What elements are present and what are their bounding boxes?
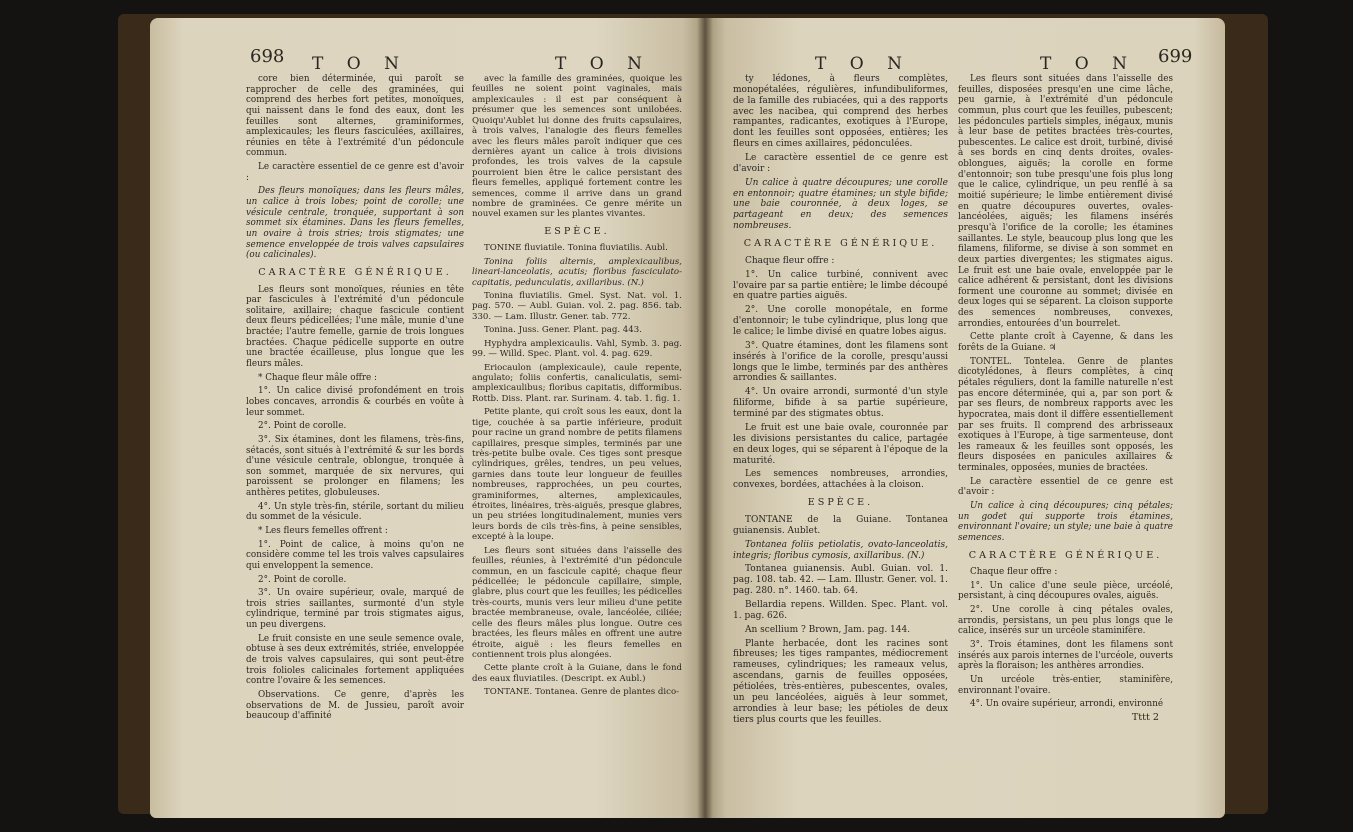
paragraph: 1°. Un calice turbiné, connivent avec l'ovaire par sa partie entière; le limbe découpé en quatre parties aiguës. (733, 269, 948, 302)
section-heading: CARACTÈRE GÉNÉRIQUE. (743, 238, 938, 250)
paragraph: 4°. Un ovaire arrondi, surmonté d'un style filiforme, bifide à sa partie supérieure, terminé par des stigmates obtus. (733, 387, 948, 420)
paragraph: Des fleurs monoïques; dans les fleurs mâles, un calice à trois lobes; point de corolle; une vésicule centrale, tronquée, supportant à son sommet six étamines. Dans les fleurs femelles, un ovaire à trois stries; trois stigmates; une semence enveloppée de trois valves capsulaires (ou calicinales). (246, 186, 464, 261)
paragraph: Hyphydra amplexicaulis. Vahl, Symb. 3. pag. 99. — Willd. Spec. Plant. vol. 4. pag. 629. (472, 338, 682, 360)
paragraph: 2°. Point de corolle. (258, 421, 347, 432)
paragraph: Chaque fleur offre : (745, 255, 835, 266)
paragraph: Les fleurs sont situées dans l'aisselle des feuilles, réunies, à l'extrémité d'un pédoncule commun, en un fascicule capité; chaque fleur pédicellée; le pédoncule capillaire, simple, glabre, plus court que les feuilles; les pédicelles très-courts, munis vers leur milieu d'une petite bractée membraneuse, ovale, lancéolée, ciliée; celle des fleurs mâles plus longue. Outre ces bractées, les fleurs mâles en offrent une autre étroite, aiguë : les fleurs femelles en contiennent trois plus alongées. (472, 545, 682, 660)
left-page-number: 698 (250, 46, 285, 67)
left-running-head-a: T O N (312, 54, 408, 74)
paragraph: 3°. Quatre étamines, dont les filamens sont insérés à l'orifice de la corolle, presqu'aussi longs que le limbe, terminés par des anthères arrondies & saillantes. (733, 340, 948, 384)
paragraph: TONINE fluviatile. Tonina fluviatilis. Aubl. (484, 243, 668, 254)
paragraph: 1°. Un calice d'une seule pièce, urcéolé, persistant, à cinq découpures ovales, aiguës. (958, 580, 1173, 602)
paragraph: Tonina. Juss. Gener. Plant. pag. 443. (484, 325, 642, 336)
paragraph: Un calice à cinq découpures; cinq pétales; un godet qui supporte trois étamines, environnant l'ovaire; un style; une baie à quatre semences. (958, 500, 1173, 543)
right-column-1 (733, 74, 948, 734)
paragraph: Observations. Ce genre, d'après les observations de M. de Jussieu, paroît avoir beaucoup d'affinité (246, 689, 464, 722)
paragraph: 1°. Un calice divisé profondément en trois lobes concaves, arrondis & courbés en voûte à leur sommet. (246, 386, 464, 418)
paragraph: 2°. Une corolle à cinq pétales ovales, arrondis, persistans, un peu plus longs que le calice, insérés sur un urcéole staminifère. (958, 605, 1173, 637)
paragraph: core bien déterminée, qui paroît se rapprocher de celle des graminées, qui comprend des herbes fort petites, monoïques, qui naissent dans le fond des eaux, dont les feuilles sont alternes, graminiformes, amplexicaules; les fleurs fasciculées, axillaires, réunies en tête à l'extrémité d'un pédoncule commun. (246, 74, 464, 159)
section-heading: ESPÈCE. (544, 225, 610, 237)
paragraph: Petite plante, qui croît sous les eaux, dont la tige, couchée à sa partie inférieure, produit pour racine un grand nombre de petits filamens capillaires, presque simples, terminés par une très-petite bulbe ovale. Ces tiges sont presque cylindriques, grêles, tendres, un peu velues, garnies dans toute leur longueur de feuilles nombreuses, rapprochées, un peu courtes, graminiformes, alternes, amplexicaules, étroites, linéaires, très-aiguës, presque glabres, un peu striées longitudinalement, munies vers leurs bords de cils très-fins, à peine sensibles, excepté à la loupe. (472, 407, 682, 543)
paragraph: An scellium ? Brown, Jam. pag. 144. (745, 624, 911, 635)
paragraph: 2°. Une corolle monopétale, en forme d'entonnoir; le tube cylindrique, plus long que le calice; le limbe divisé en quatre lobes aigus. (733, 305, 948, 338)
section-heading: ESPÈCE. (807, 497, 874, 509)
paragraph: Le fruit est une baie ovale, couronnée par les divisions persistantes du calice, partagée en deux loges, qui se séparent à l'époque de la maturité. (733, 422, 948, 466)
right-running-head-b: T O N (1040, 54, 1136, 74)
paragraph: Le caractère essentiel de ce genre est d'avoir : (958, 476, 1173, 498)
right-running-head-a: T O N (815, 54, 911, 74)
right-column-2 (958, 74, 1173, 734)
paragraph: TONTANE de la Guiane. Tontanea guianensis. Aublet. (733, 514, 948, 536)
signature-mark: Tttt 2 (1131, 711, 1159, 723)
paragraph: Tontanea foliis petiolatis, ovato-lanceolatis, integris; floribus cymosis, axillaribus. (N.) (733, 539, 948, 561)
paragraph: TONTANE. Tontanea. Genre de plantes dico- (484, 687, 680, 698)
paragraph: 2°. Point de corolle. (258, 574, 347, 585)
paragraph: Les semences nombreuses, arrondies, convexes, bordées, attachées à la cloison. (733, 469, 948, 491)
section-heading: CARACTÈRE GÉNÉRIQUE. (968, 549, 1163, 561)
paragraph: 3°. Six étamines, dont les filamens, très-fins, sétacés, sont situés à l'extrémité & sur les bords d'une vésicule centrale, oblongue, tronquée à son sommet, marquée de six nervures, qui paroissent se prolonger en filamens; les anthères petites, globuleuses. (246, 434, 464, 499)
paragraph: Bellardia repens. Willden. Spec. Plant. vol. 1. pag. 626. (733, 599, 948, 621)
paragraph: 4°. Un style très-fin, stérile, sortant du milieu du sommet de la vésicule. (246, 501, 464, 523)
paragraph: Un urcéole très-entier, staminifère, environnant l'ovaire. (958, 674, 1173, 696)
paragraph: Tontanea guianensis. Aubl. Guian. vol. 1. pag. 108. tab. 42. — Lam. Illustr. Gener. vol. 1. pag. 280. n°. 1460. tab. 64. (733, 564, 948, 597)
paragraph: avec la famille des graminées, quoique les feuilles ne soient point vaginales, mais amplexicaules : il est par conséquent à présumer que les semences sont unilobées. Quoiqu'Aublet lui donne des fruits capsulaires, à trois valves, l'analogie des fleurs femelles avec les fleurs mâles paroît indiquer que ces dernières ayant un calice à trois divisions profondes, les trois valves de la capsule pourroient bien être le calice persistant des fleurs femelles, appliqué fortement contre les semences, comme il arrive dans un grand nombre de graminées. Ce genre mérite un nouvel examen sur les plantes vivantes. (472, 74, 682, 220)
paragraph: Les fleurs sont monoïques, réunies en tête par fascicules à l'extrémité d'un pédoncule solitaire, axillaire; chaque fascicule contient deux fleurs pédicellées; l'une mâle, munie d'une bractée; l'autre femelle, garnie de trois longues bractées. Chaque pédicelle supporte en outre une bractée écailleuse, plus longue que les fleurs mâles. (246, 284, 464, 370)
paragraph: ty lédones, à fleurs complètes, monopétalées, régulières, infundibuliformes, de la famille des rubiacées, qui a des rapports avec les nacibea, qui comprend des herbes rampantes, radicantes, exotiques à l'Europe, dont les feuilles sont opposées, entières; les fleurs en cimes axillaires, pédonculées. (733, 74, 948, 150)
paragraph: Tonina fluviatilis. Gmel. Syst. Nat. vol. 1. pag. 570. — Aubl. Guian. vol. 2. pag. 856. tab. 330. — Lam. Illustr. Gener. tab. 772. (472, 291, 682, 322)
book-gutter (697, 18, 713, 818)
left-column-2 (472, 74, 682, 734)
paragraph: Cette plante croît à la Guiane, dans le fond des eaux fluviatiles. (Descript. ex Aubl.) (472, 663, 682, 684)
paragraph: Cette plante croît à Cayenne, & dans les forêts de la Guiane. ♃ (958, 332, 1173, 354)
left-running-head-b: T O N (555, 54, 651, 74)
section-heading: CARACTÈRE GÉNÉRIQUE. (258, 266, 452, 278)
paragraph: 3°. Trois étamines, dont les filamens sont insérés aux parois internes de l'urcéole, ouverts après la floraison; les anthères arrondies. (958, 640, 1173, 672)
paragraph: Le caractère essentiel de ce genre est d'avoir : (246, 162, 464, 183)
paragraph: 1°. Point de calice, à moins qu'on ne considère comme tel les trois valves capsulaires qui enveloppent la semence. (246, 539, 464, 571)
paragraph: Le caractère essentiel de ce genre est d'avoir : (733, 153, 948, 174)
paragraph: 3°. Un ovaire supérieur, ovale, marqué de trois stries saillantes, surmonté d'un style cylindrique, terminé par trois stigmates aigus, un peu divergens. (246, 588, 464, 631)
paragraph: * Chaque fleur mâle offre : (258, 372, 377, 383)
paragraph: * Les fleurs femelles offrent : (258, 525, 388, 536)
paragraph: TONTEL. Tontelea. Genre de plantes dicotylédones, à fleurs complètes, à cinq pétales réguliers, dont la famille naturelle n'est pas encore déterminée, qui a, par son port & par ses fleurs, de nombreux rapports avec les hypocratea, mais dont il diffère essentiellement par ses fruits. Il comprend des arbrisseaux exotiques à l'Europe, à tige sarmenteuse, dont les rameaux & les feuilles sont opposés, les fleurs disposées en panicules axillaires & terminales, opposées, munies de bractées. (958, 356, 1173, 474)
paragraph: Un calice à quatre découpures; une corolle en entonnoir; quatre étamines; un style bifide; une baie couronnée, à deux loges, se partageant en deux; des semences nombreuses. (733, 177, 948, 232)
paragraph: 4°. Un ovaire supérieur, arrondi, environné (970, 699, 1164, 710)
right-page-number: 699 (1158, 46, 1193, 67)
paragraph: Eriocaulon (amplexicaule), caule repente, angulato; foliis confertis, canaliculatis, semi-amplexicaulibus; floribus capitatis, difformibus. Rottb. Diss. Plant. rar. Surinam. 4. tab. 1. fig. 1. (472, 362, 682, 404)
paragraph: Plante herbacée, dont les racines sont fibreuses; les tiges rampantes, médiocrement rameuses, cylindriques; les rameaux velus, ascendans, garnis de feuilles opposées, pétiolées, très-entières, pubescentes, ovales, un peu lancéolées, aiguës à leur sommet, arrondies à leur base; les pétioles de deux tiers plus courts que les feuilles. (733, 638, 948, 725)
paragraph: Chaque fleur offre : (970, 567, 1058, 578)
paragraph: Les fleurs sont situées dans l'aisselle des feuilles, disposées presqu'en une cime lâche, peu garnie, à l'extrémité d'un pédoncule commun, plus court que les feuilles, pubescent; les pédoncules partiels simples, inégaux, munis à leur base de petites bractées très-courtes, pubescentes. Le calice est droit, turbiné, divisé à ses bords en cinq dents droites, ovales-oblongues, aiguës; la corolle en forme d'entonnoir; son tube presqu'une fois plus long que le calice, cylindrique, un peu renflé à sa moitié supérieure; le limbe entièrement divisé en quatre découpures ouvertes, ovales-lancéolées, aiguës; les filamens insérés presqu'à l'orifice de la corolle; les étamines saillantes. Le style, beaucoup plus long que les filamens, filiforme, se divise à son sommet en deux parties divergentes; les stigmates aigus. Le fruit est une baie ovale, enveloppée par le calice adhérent & persistant, dont les divisions forment une couronne au sommet; divisée en deux loges qui se séparent. La cloison supporte des semences nombreuses, convexes, arrondies, entourées d'un bourrelet. (958, 74, 1173, 329)
paragraph: Le fruit consiste en une seule semence ovale, obtuse à ses deux extrémités, striée, enveloppée de trois valves capsulaires, qui sont peut-être trois folioles calicinales fortement appliquées contre l'ovaire & les semences. (246, 633, 464, 687)
left-column-1 (246, 74, 464, 734)
paragraph: Tonina foliis alternis, amplexicaulibus, lineari-lanceolatis, acutis; floribus fasciculato-capitatis, pedunculatis, axillaribus. (N.) (472, 256, 682, 288)
